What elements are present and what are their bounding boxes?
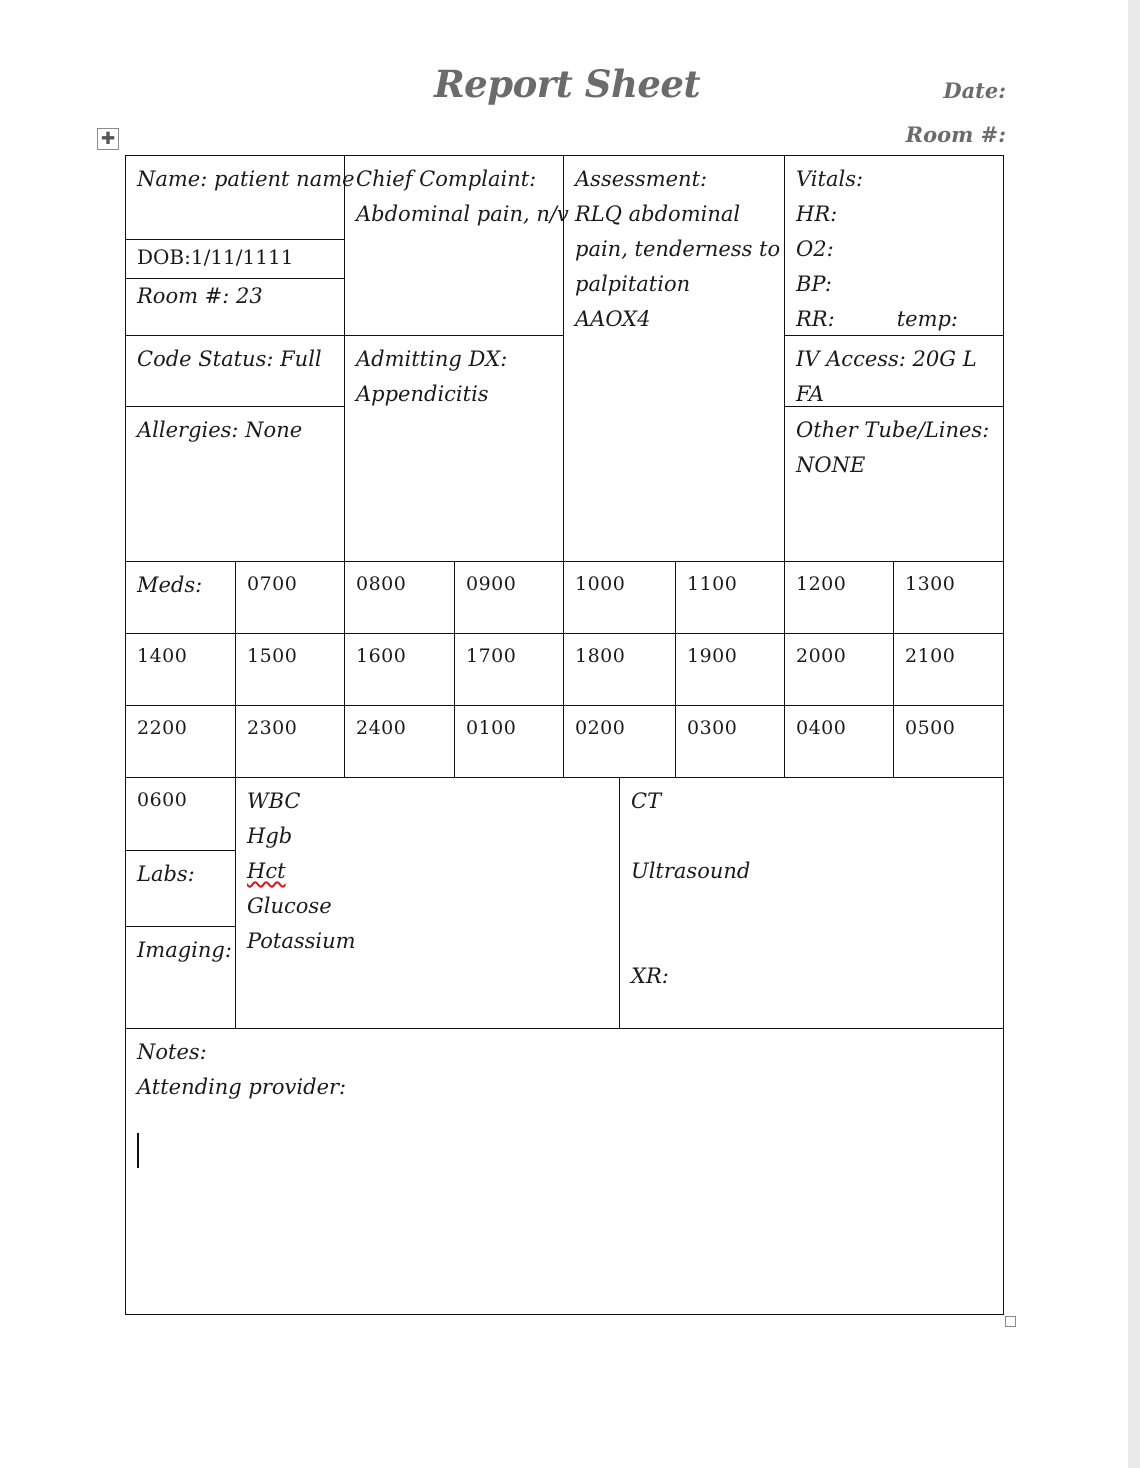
lab-item: Hgb: [247, 824, 293, 848]
med-time-cell[interactable]: 1500: [235, 633, 345, 706]
assessment-line: palpitation: [575, 272, 691, 296]
med-time-cell[interactable]: 0500: [893, 705, 1004, 778]
vitals-bp: BP:: [796, 272, 832, 296]
patient-room: Room #: 23: [137, 284, 263, 308]
text-cursor: [137, 1133, 139, 1168]
assessment-line: pain, tenderness to: [575, 237, 781, 261]
page-title: Report Sheet: [433, 62, 701, 106]
vitals-temp: temp:: [896, 307, 959, 331]
other-lines-value: NONE: [796, 453, 866, 477]
other-lines-cell[interactable]: [784, 406, 1004, 562]
assessment-cell[interactable]: [563, 155, 785, 562]
assessment-line: AAOX4: [575, 307, 651, 331]
med-time-cell[interactable]: 0800: [344, 561, 455, 634]
med-time-cell[interactable]: 1200: [784, 561, 894, 634]
iv-access-line2: FA: [796, 382, 824, 406]
imaging-xr: XR:: [631, 964, 669, 988]
patient-name: Name: patient name: [137, 167, 355, 191]
patient-dob: DOB:1/11/1111: [137, 245, 294, 269]
code-status: Code Status: Full: [137, 347, 322, 371]
imaging-label: Imaging:: [137, 938, 232, 962]
med-time-cell[interactable]: 1800: [563, 633, 676, 706]
med-time-cell[interactable]: 0700: [235, 561, 345, 634]
med-time-cell[interactable]: 1000: [563, 561, 676, 634]
med-time-cell[interactable]: 0600: [125, 777, 236, 851]
assessment-label: Assessment:: [575, 167, 708, 191]
chief-complaint-value: Abdominal pain, n/v: [356, 202, 569, 226]
imaging-ultrasound: Ultrasound: [631, 859, 751, 883]
admitting-dx-cell[interactable]: [344, 335, 564, 562]
med-time-cell[interactable]: 2100: [893, 633, 1004, 706]
chief-complaint-cell[interactable]: [344, 155, 569, 336]
lab-item: [247, 854, 608, 889]
vitals-hr: HR:: [796, 202, 838, 226]
notes-cell[interactable]: [125, 1028, 1004, 1315]
med-time-cell[interactable]: 1700: [454, 633, 564, 706]
med-time-cell[interactable]: 2000: [784, 633, 894, 706]
med-time-cell[interactable]: 2300: [235, 705, 345, 778]
imaging-label-cell[interactable]: [125, 926, 236, 1029]
vitals-label: Vitals:: [796, 167, 864, 191]
med-time-cell[interactable]: 0300: [675, 705, 785, 778]
labs-label: Labs:: [137, 862, 195, 886]
assessment-line: RLQ abdominal: [575, 202, 741, 226]
allergies: Allergies: None: [137, 418, 303, 442]
admitting-dx-value: Appendicitis: [356, 382, 489, 406]
med-time-cell[interactable]: 0900: [454, 561, 564, 634]
med-time-cell[interactable]: 1100: [675, 561, 785, 634]
meds-label-cell[interactable]: [125, 561, 236, 634]
date-label: Date:: [943, 78, 1006, 103]
imaging-values-cell[interactable]: [619, 777, 1004, 1029]
table-resize-handle-icon[interactable]: [1005, 1316, 1016, 1327]
vitals-o2: O2:: [796, 237, 834, 261]
allergies-cell[interactable]: [125, 406, 345, 562]
lab-item: Glucose: [247, 894, 332, 918]
med-time-cell[interactable]: 2400: [344, 705, 455, 778]
lab-item: WBC: [247, 789, 301, 813]
med-time-cell[interactable]: 0100: [454, 705, 564, 778]
iv-access-cell[interactable]: [784, 335, 1004, 407]
labs-label-cell[interactable]: [125, 850, 236, 927]
lab-item: Potassium: [247, 929, 356, 953]
notes-label: Notes:: [137, 1040, 207, 1064]
labs-values-cell[interactable]: [235, 777, 620, 1029]
admitting-dx-label: Admitting DX:: [356, 347, 508, 371]
code-status-cell[interactable]: [125, 335, 345, 407]
other-lines-label: Other Tube/Lines:: [796, 418, 990, 442]
page-edge: [1128, 0, 1140, 1468]
attending-provider-label: Attending provider:: [137, 1075, 347, 1099]
med-time-cell[interactable]: 1900: [675, 633, 785, 706]
vitals-rr: RR:: [796, 307, 835, 331]
vitals-rr-temp-row: [796, 302, 992, 337]
dob-cell[interactable]: [125, 239, 345, 279]
imaging-ct: CT: [631, 789, 662, 813]
iv-access-line1: IV Access: 20G L: [796, 347, 977, 371]
med-time-cell[interactable]: 1600: [344, 633, 455, 706]
med-time-cell[interactable]: 2200: [125, 705, 236, 778]
table-move-handle-icon[interactable]: ✚: [97, 128, 119, 150]
vitals-cell[interactable]: [784, 155, 1004, 336]
med-time-cell[interactable]: 0400: [784, 705, 894, 778]
lab-item-spellcheck: Hct: [247, 859, 286, 883]
room-label: Room #:: [905, 122, 1006, 147]
room-cell[interactable]: [125, 278, 345, 336]
med-time-cell[interactable]: 0200: [563, 705, 676, 778]
meds-label: Meds:: [137, 573, 203, 597]
chief-complaint-label: Chief Complaint:: [356, 167, 537, 191]
med-time-cell[interactable]: 1300: [893, 561, 1004, 634]
patient-name-cell[interactable]: [125, 155, 355, 240]
med-time-cell[interactable]: 1400: [125, 633, 236, 706]
